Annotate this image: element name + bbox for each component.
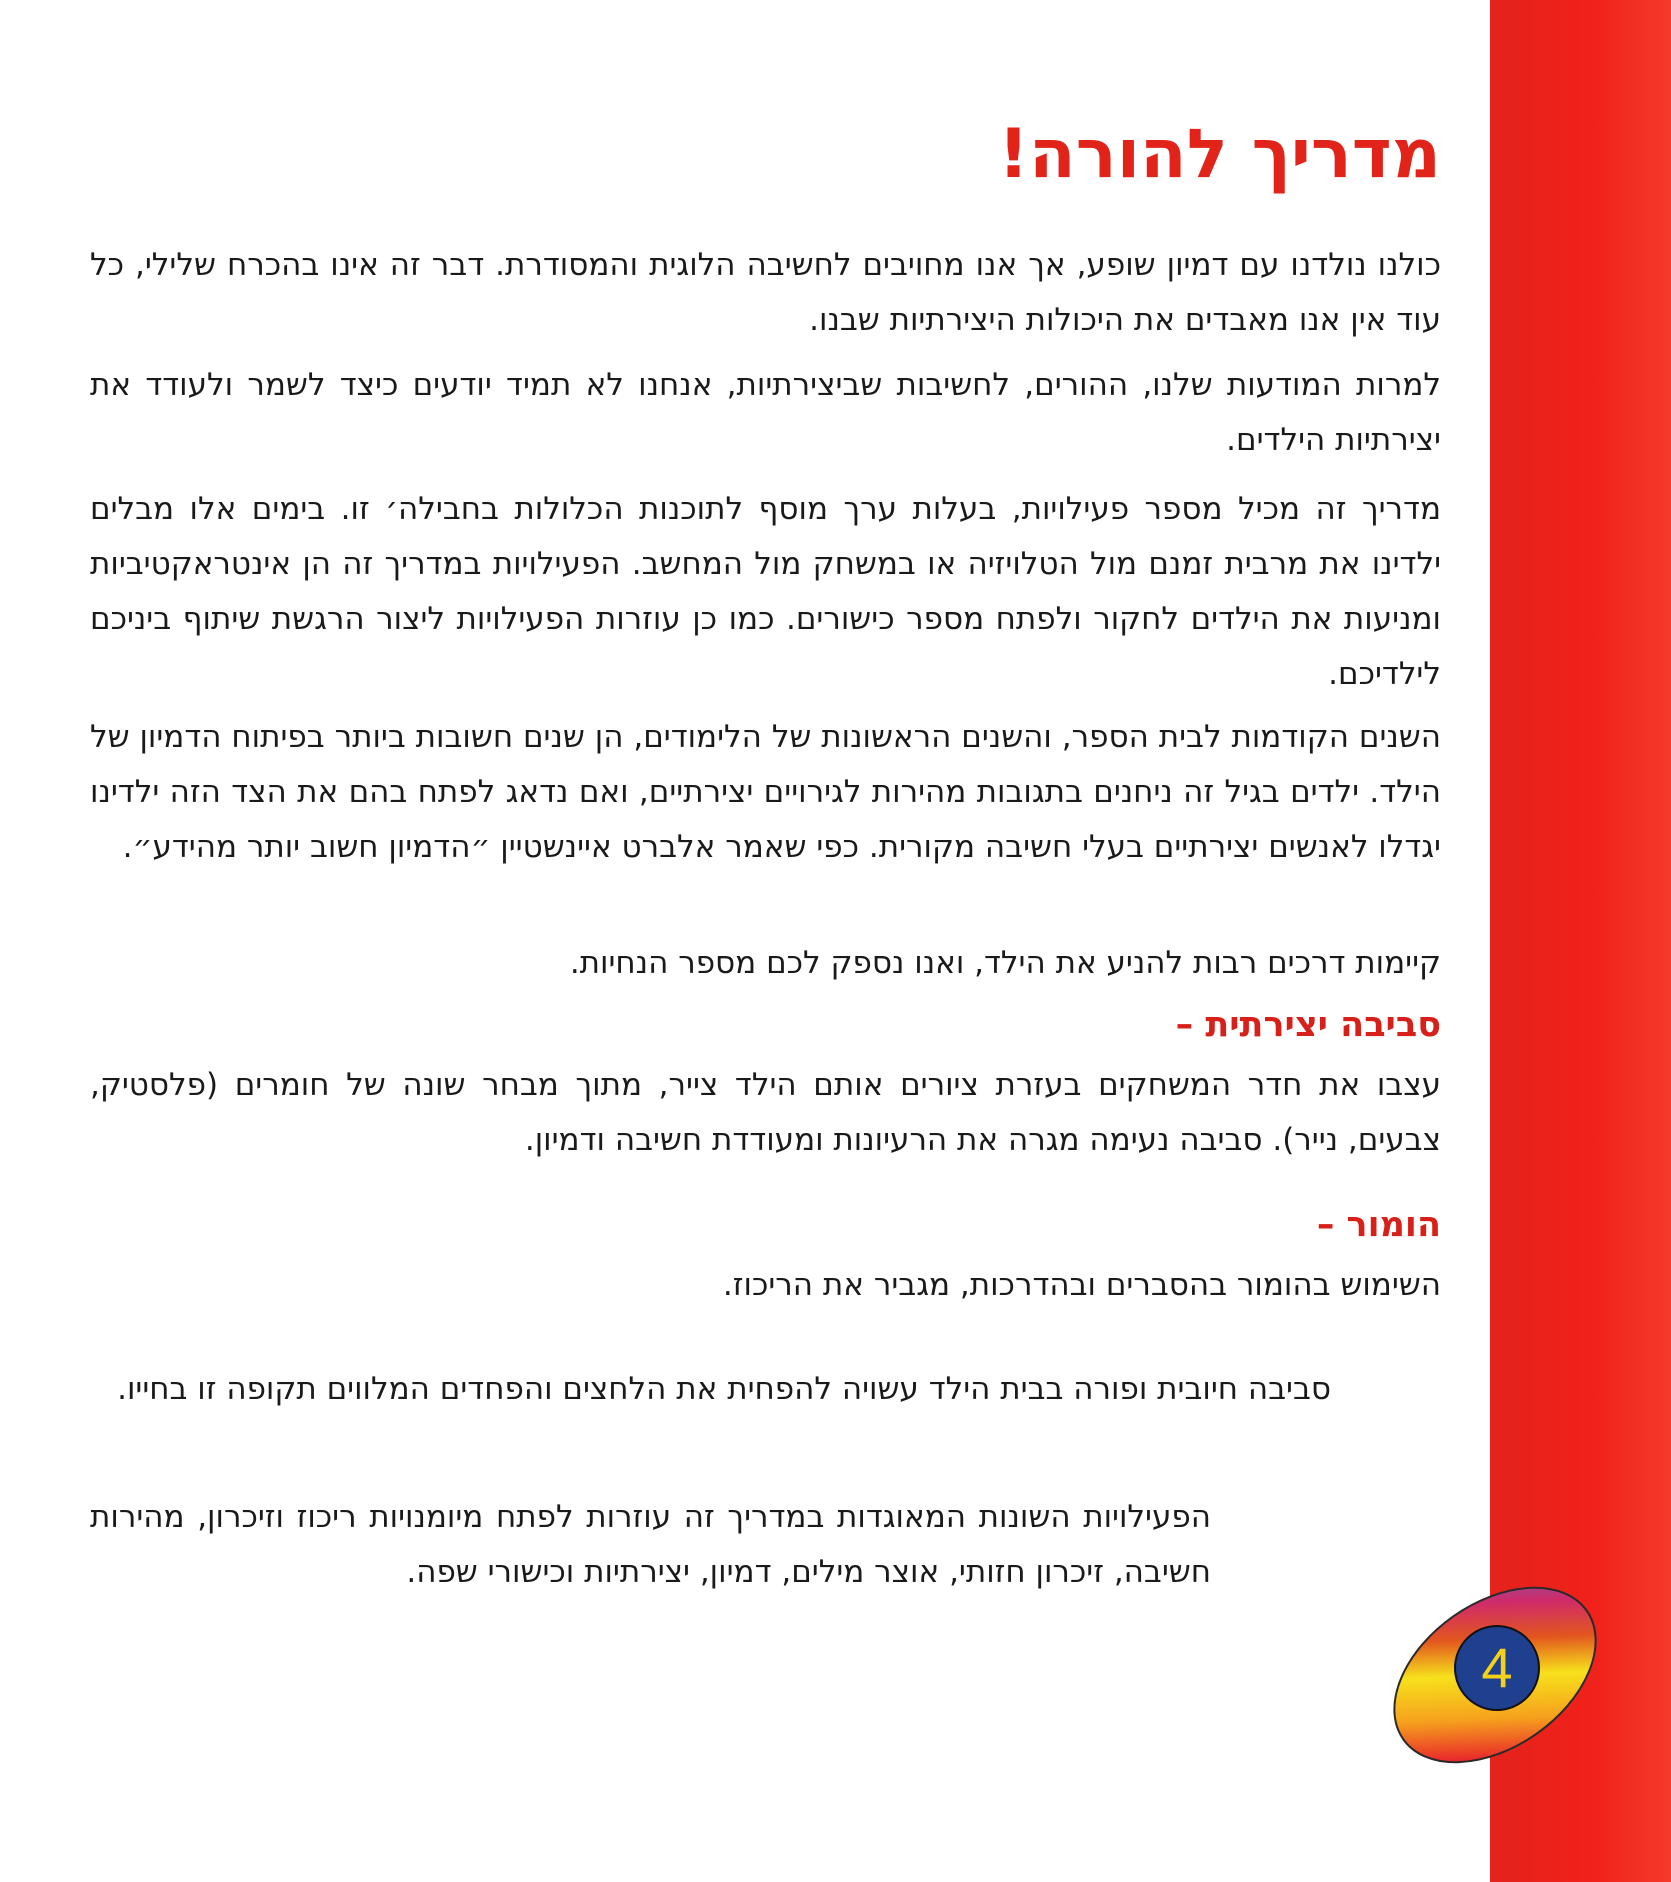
section-heading-humor: הומור –: [1316, 1205, 1441, 1245]
paragraph-3: מדריך זה מכיל מספר פעילויות, בעלות ערך מוסף לתוכנות הכלולות בחבילה׳ זו. בימים אלו מבלים ילדינו את מרבית זמנם מול הטלויזיה או במשחק מול המחשב. הפעילויות במדריך זה הן אינטראקטיביות ומניעות את הילדים לחקור ולפתח מספר כישורים. כמו כן עוזרות הפעילויות ליצור הרגשת שיתוף ביניכם לילדיכם.: [90, 491, 1441, 692]
paragraph-2: למרות המודעות שלנו, ההורים, לחשיבות שביצירתיות, אנחנו לא תמיד יודעים כיצד לשמר ולעודד את יצירתיות הילדים.: [90, 367, 1441, 458]
page-number: 4: [1481, 1636, 1513, 1699]
page-number-badge: [1375, 1575, 1615, 1775]
paragraph-4: השנים הקודמות לבית הספר, והשנים הראשונות של הלימודים, הן שנים חשובות ביותר בפיתוח הדמיון של הילד. ילדים בגיל זה ניחנים בתגובות מהירות לגירויים יצירתיים, ואם נדאג לפתח בהם את הצד הזה ילדינו יגדלו לאנשים יצירתיים בעלי חשיבה מקורית. כפי שאמר אלברט איינשטיין ״הדמיון חשוב יותר מהידע״.: [90, 719, 1441, 865]
closing-paragraph-1: סביבה חיובית ופורה בבית הילד עשויה להפחית את הלחצים והפחדים המלווים תקופה זו בחייו.: [117, 1371, 1331, 1407]
section-text-creative-environment: עצבו את חדר המשחקים בעזרת ציורים אותם הילד צייר, מתוך מבחר שונה של חומרים (פלסטיק, צבעים, נייר). סביבה נעימה מגרה את הרעיונות ומעודדת חשיבה ודמיון.: [90, 1067, 1441, 1158]
section-text-humor: השימוש בהומור בהסברים ובהדרכות, מגביר את הריכוז.: [722, 1267, 1441, 1303]
paragraph-1: כולנו נולדנו עם דמיון שופע, אך אנו מחויבים לחשיבה הלוגית והמסודרת. דבר זה אינו בהכרח שלילי, כל עוד אין אנו מאבדים את היכולות היצירתיות שבנו.: [90, 247, 1441, 338]
page-title: מדריך להורה!: [998, 115, 1441, 194]
section-heading-creative-environment: סביבה יצירתית –: [1175, 1005, 1441, 1045]
paragraph-5: קיימות דרכים רבות להניע את הילד, ואנו נספק לכם מספר הנחיות.: [569, 945, 1441, 981]
closing-paragraph-2: הפעילויות השונות המאוגדות במדריך זה עוזרות לפתח מיומנויות ריכוז וזיכרון, מהירות חשיבה, זיכרון חזותי, אוצר מילים, דמיון, יצירתיות וכישורי שפה.: [90, 1499, 1211, 1590]
